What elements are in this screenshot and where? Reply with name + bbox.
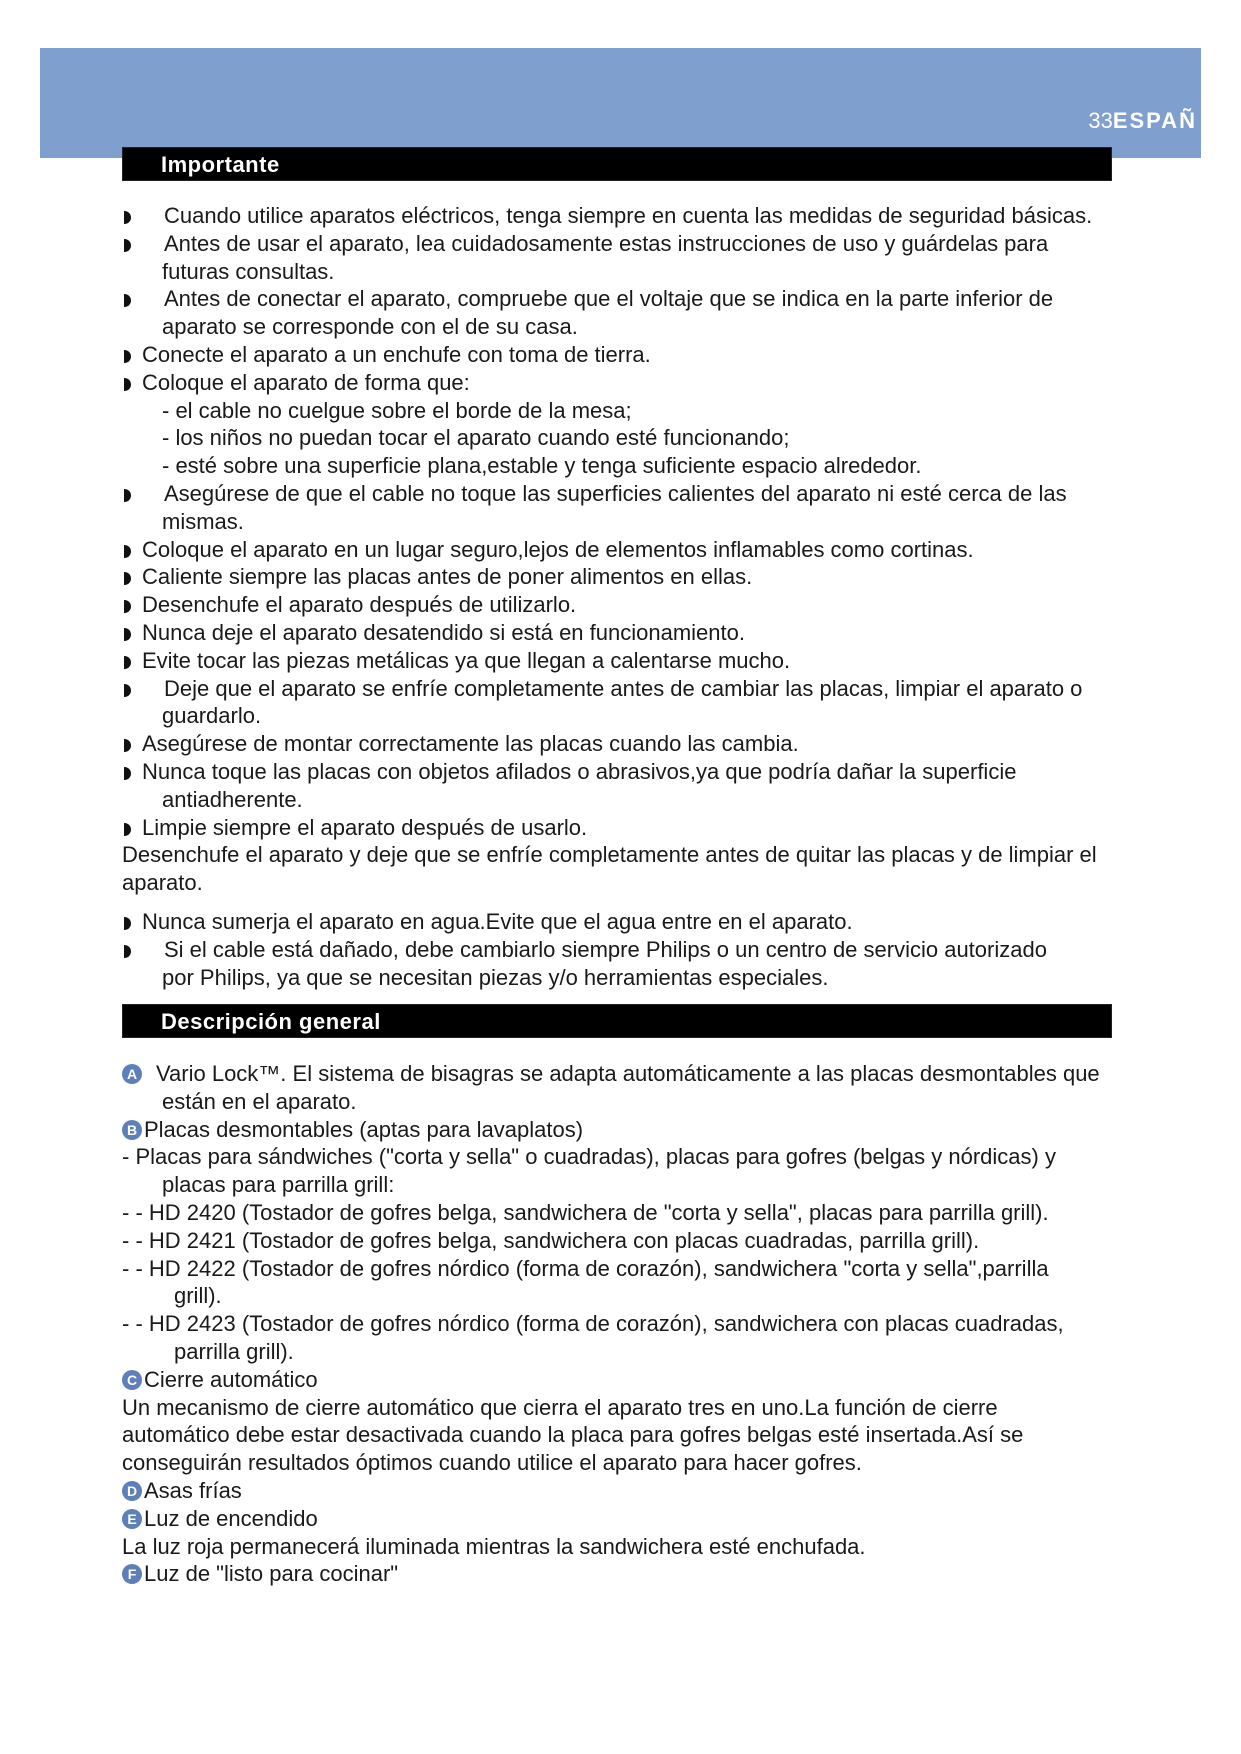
list-item: Asegúrese de que el cable no toque las superficies calientes del aparato ni esté cerca de las xyxy=(122,480,1122,508)
list-item: Antes de conectar el aparato, compruebe que el voltaje que se indica en la parte inferior de xyxy=(122,285,1122,313)
list-item: C Cierre automático xyxy=(122,1366,1122,1394)
sub-item: - esté sobre una superficie plana,estable y tenga suficiente espacio alrededor. xyxy=(162,453,922,479)
bullet-icon xyxy=(124,572,131,585)
list-item: Desenchufe el aparato después de utilizarlo. xyxy=(122,591,1122,619)
list-item: F Luz de "listo para cocinar" xyxy=(122,1560,1122,1588)
paragraph-line: Desenchufe el aparato y deje que se enfríe completamente antes de quitar las placas y de limpiar el xyxy=(122,842,1097,868)
bullet-icon xyxy=(124,917,131,930)
list-item: Conecte el aparato a un enchufe con toma de tierra. xyxy=(122,341,1122,369)
bullet-icon xyxy=(124,239,131,252)
list-item-continuation: guardarlo. xyxy=(162,703,262,729)
bullet-icon xyxy=(124,294,131,307)
list-item: Caliente siempre las placas antes de poner alimentos en ellas. xyxy=(122,563,1122,591)
list-item: B Placas desmontables (aptas para lavaplatos) xyxy=(122,1116,1122,1144)
list-item: Nunca toque las placas con objetos afilados o abrasivos,ya que podría dañar la superficie xyxy=(122,758,1122,786)
list-item: Coloque el aparato de forma que: xyxy=(122,369,1122,397)
bullet-icon xyxy=(124,739,131,752)
section-title: Importante xyxy=(161,152,280,177)
letter-d-icon: D xyxy=(122,1481,142,1501)
bullet-icon xyxy=(124,684,131,697)
letter-e-icon: E xyxy=(122,1509,142,1529)
letter-c-icon: C xyxy=(122,1370,142,1390)
paragraph-line: conseguirán resultados óptimos cuando utilice el aparato para hacer gofres. xyxy=(122,1450,862,1476)
list-item-continuation: grill). xyxy=(174,1283,222,1309)
importante-list-2 xyxy=(122,908,1122,991)
descripcion-list xyxy=(122,1060,1122,1588)
header-band xyxy=(40,48,1201,158)
bullet-icon xyxy=(124,545,131,558)
list-item: Evite tocar las piezas metálicas ya que llegan a calentarse mucho. xyxy=(122,647,1122,675)
paragraph-line: aparato. xyxy=(122,870,203,896)
section-header-importante xyxy=(122,147,1112,181)
list-item-continuation: parrilla grill). xyxy=(174,1338,294,1364)
letter-f-icon: F xyxy=(122,1564,142,1584)
list-item: E Luz de encendido xyxy=(122,1505,1122,1533)
paragraph-line: Un mecanismo de cierre automático que cierra el aparato tres en uno.La función de cierre xyxy=(122,1394,998,1420)
sub-item: - - HD 2423 (Tostador de gofres nórdico (forma de corazón), sandwichera con placas cuadradas, xyxy=(122,1311,1064,1337)
list-item: Coloque el aparato en un lugar seguro,lejos de elementos inflamables como cortinas. xyxy=(122,536,1122,564)
sub-item: - - HD 2420 (Tostador de gofres belga, sandwichera de "corta y sella", placas para parrilla grill). xyxy=(122,1199,1049,1225)
list-item: Si el cable está dañado, debe cambiarlo siempre Philips o un centro de servicio autorizado xyxy=(122,936,1122,964)
list-item-continuation: por Philips, ya que se necesitan piezas y/o herramientas especiales. xyxy=(162,964,829,990)
list-item: Limpie siempre el aparato después de usarlo. xyxy=(122,814,1122,842)
page-number: 33 xyxy=(1088,108,1113,133)
list-item-continuation: futuras consultas. xyxy=(162,258,335,284)
paragraph-line: automático debe estar desactivada cuando la placa para gofres belgas esté insertada.Así se xyxy=(122,1422,1024,1448)
list-item-continuation: placas para parrilla grill: xyxy=(162,1172,395,1198)
section-title: Descripción general xyxy=(161,1009,381,1034)
sub-item: - - HD 2422 (Tostador de gofres nórdico (forma de corazón), sandwichera "corta y sella",parrilla xyxy=(122,1255,1049,1281)
section-header-descripcion xyxy=(122,1004,1112,1038)
list-item: Asegúrese de montar correctamente las placas cuando las cambia. xyxy=(122,730,1122,758)
bullet-icon xyxy=(124,600,131,613)
bullet-icon xyxy=(124,350,131,363)
list-item-continuation: están en el aparato. xyxy=(162,1088,357,1114)
bullet-icon xyxy=(124,211,131,224)
list-item-continuation: aparato se corresponde con el de su casa. xyxy=(162,314,578,340)
language-label: ESPAÑ xyxy=(1112,108,1197,133)
list-item: Nunca sumerja el aparato en agua.Evite que el agua entre en el aparato. xyxy=(122,908,1122,936)
page-label xyxy=(1088,108,1197,132)
sub-item: - - HD 2421 (Tostador de gofres belga, sandwichera con placas cuadradas, parrilla grill). xyxy=(122,1227,980,1253)
bullet-icon xyxy=(124,823,131,836)
sub-item: - los niños no puedan tocar el aparato cuando esté funcionando; xyxy=(162,425,790,451)
list-item: A Vario Lock™. El sistema de bisagras se adapta automáticamente a las placas desmontables que xyxy=(122,1060,1122,1088)
list-item: Nunca deje el aparato desatendido si está en funcionamiento. xyxy=(122,619,1122,647)
letter-b-icon: B xyxy=(122,1120,142,1140)
paragraph-line: La luz roja permanecerá iluminada mientras la sandwichera esté enchufada. xyxy=(122,1533,866,1559)
sub-item: - el cable no cuelgue sobre el borde de la mesa; xyxy=(162,397,632,423)
list-item: Deje que el aparato se enfríe completamente antes de cambiar las placas, limpiar el aparato o xyxy=(122,675,1122,703)
list-item: Cuando utilice aparatos eléctricos, tenga siempre en cuenta las medidas de seguridad básicas. xyxy=(122,202,1122,230)
bullet-icon xyxy=(124,628,131,641)
bullet-icon xyxy=(124,378,131,391)
list-item-continuation: antiadherente. xyxy=(162,786,303,812)
bullet-icon xyxy=(124,489,131,502)
bullet-icon xyxy=(124,945,131,958)
bullet-icon xyxy=(124,656,131,669)
list-item-continuation: mismas. xyxy=(162,508,244,534)
letter-a-icon: A xyxy=(122,1064,142,1084)
sub-item: - Placas para sándwiches ("corta y sella" o cuadradas), placas para gofres (belgas y nórdicas) y xyxy=(122,1144,1056,1170)
bullet-icon xyxy=(124,767,131,780)
list-item: Antes de usar el aparato, lea cuidadosamente estas instrucciones de uso y guárdelas para xyxy=(122,230,1122,258)
list-item: D Asas frías xyxy=(122,1477,1122,1505)
importante-list xyxy=(122,202,1122,897)
